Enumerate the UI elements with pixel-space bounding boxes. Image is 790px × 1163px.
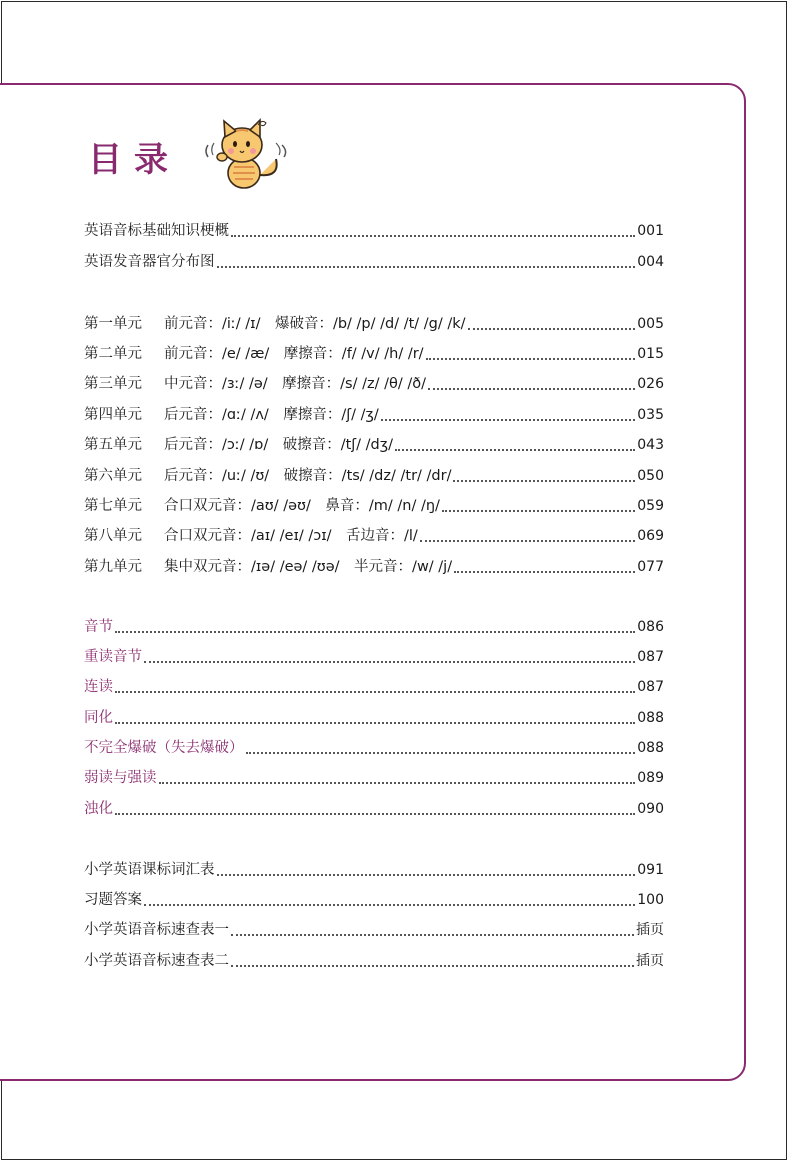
toc-entry-label: 合口双元音：/aʊ/ /əʊ/ 鼻音：/m/ /n/ /ŋ/: [164, 498, 440, 514]
toc-entry-page: 026: [637, 376, 664, 392]
dot-leader: [159, 781, 636, 784]
toc-entry-page: 001: [637, 223, 664, 239]
unit-number: 第七单元: [84, 498, 142, 514]
toc-entry-label: 弱读与强读: [84, 770, 157, 786]
toc-entry-page: 087: [637, 649, 664, 665]
toc-entry-label: 小学英语课标词汇表: [84, 862, 215, 878]
dot-leader: [395, 448, 635, 451]
toc-unit-entry[interactable]: [84, 312, 664, 336]
page-title: 目录: [88, 140, 180, 180]
toc-entry-page: 091: [637, 862, 664, 878]
unit-number: 第二单元: [84, 346, 142, 362]
toc-entry-label: 合口双元音：/aɪ/ /eɪ/ /ɔɪ/ 舌边音：/l/: [164, 528, 418, 544]
toc-entry-label: 小学英语音标速查表一: [84, 922, 229, 938]
toc-entry-page: 088: [637, 710, 664, 726]
toc-entry-label: 连读: [84, 679, 113, 695]
toc-entry-page: 043: [637, 437, 664, 453]
toc-entry[interactable]: [84, 918, 664, 942]
dot-leader: [426, 357, 636, 360]
toc-unit-entry[interactable]: [84, 524, 664, 548]
toc-entry[interactable]: [84, 736, 664, 760]
cat-mascot-icon: [200, 115, 295, 195]
dot-leader: [231, 964, 634, 967]
toc-entry[interactable]: [84, 858, 664, 882]
dot-leader: [115, 630, 635, 633]
toc-entry-label: 同化: [84, 710, 113, 726]
dot-leader: [453, 479, 635, 482]
toc-entry[interactable]: [84, 949, 664, 973]
toc-entry-label: 集中双元音：/ɪə/ /eə/ /ʊə/ 半元音：/w/ /j/: [164, 559, 453, 575]
unit-number: 第四单元: [84, 407, 142, 423]
toc-entry[interactable]: [84, 888, 664, 912]
toc-entry[interactable]: [84, 219, 664, 243]
toc-entry-page: 035: [637, 407, 664, 423]
toc-entry-page: 087: [637, 679, 664, 695]
dot-leader: [144, 660, 635, 663]
toc-unit-entry[interactable]: [84, 433, 664, 457]
dot-leader: [231, 933, 634, 936]
toc-entry-page: 015: [637, 346, 664, 362]
toc-entry-label: 中元音：/ɜː/ /ə/ 摩擦音：/s/ /z/ /θ/ /ð/: [164, 376, 426, 392]
dot-leader: [231, 234, 635, 237]
toc-entry-page: 069: [637, 528, 664, 544]
toc-entry-page: 059: [637, 498, 664, 514]
dot-leader: [217, 873, 636, 876]
toc-entry-page: 088: [637, 740, 664, 756]
toc-entry-label: 重读音节: [84, 649, 142, 665]
dot-leader: [115, 812, 635, 815]
unit-number: 第九单元: [84, 559, 142, 575]
toc-entry-page: 089: [637, 770, 664, 786]
toc-entry-label: 小学英语音标速查表二: [84, 953, 229, 969]
toc-entry[interactable]: [84, 706, 664, 730]
toc-entry-label: 前元音：/e/ /æ/ 摩擦音：/f/ /v/ /h/ /r/: [164, 346, 424, 362]
toc-entry-page: 090: [637, 801, 664, 817]
toc-unit-entry[interactable]: [84, 494, 664, 518]
dot-leader: [144, 903, 635, 906]
toc-unit-entry[interactable]: [84, 372, 664, 396]
toc-entry[interactable]: [84, 615, 664, 639]
toc-entry-label: 不完全爆破（失去爆破）: [84, 740, 244, 756]
unit-number: 第五单元: [84, 437, 142, 453]
toc-entry[interactable]: [84, 645, 664, 669]
toc-entry-label: 音节: [84, 619, 113, 635]
toc-entry-page: 插页: [636, 953, 664, 969]
toc-unit-entry[interactable]: [84, 403, 664, 427]
dot-leader: [428, 387, 635, 390]
dot-leader: [217, 265, 636, 268]
toc-unit-entry[interactable]: [84, 555, 664, 579]
unit-number: 第一单元: [84, 316, 142, 332]
toc-unit-entry[interactable]: [84, 464, 664, 488]
toc-entry-label: 前元音：/iː/ /ɪ/ 爆破音：/b/ /p/ /d/ /t/ /g/ /k/: [164, 316, 466, 332]
toc-entry-page: 077: [637, 559, 664, 575]
toc-entry-label: 习题答案: [84, 892, 142, 908]
unit-number: 第六单元: [84, 468, 142, 484]
toc-entry[interactable]: [84, 675, 664, 699]
dot-leader: [468, 327, 636, 330]
toc-entry[interactable]: [84, 250, 664, 274]
toc-entry-page: 086: [637, 619, 664, 635]
dot-leader: [115, 721, 635, 724]
toc-entry-page: 005: [637, 316, 664, 332]
toc-entry[interactable]: [84, 797, 664, 821]
unit-number: 第三单元: [84, 376, 142, 392]
unit-number: 第八单元: [84, 528, 142, 544]
toc-entry-label: 后元音：/ɔː/ /ɒ/ 破擦音：/tʃ/ /dʒ/: [164, 437, 393, 453]
toc-entry-page: 004: [637, 254, 664, 270]
toc-entry-label: 英语发音器官分布图: [84, 254, 215, 270]
toc-unit-entry[interactable]: [84, 342, 664, 366]
dot-leader: [454, 570, 635, 573]
toc-entry-label: 英语音标基础知识梗概: [84, 223, 229, 239]
dot-leader: [115, 690, 635, 693]
dot-leader: [246, 751, 636, 754]
toc-entry-label: 后元音：/ɑː/ /ʌ/ 摩擦音：/ʃ/ /ʒ/: [164, 407, 379, 423]
toc-entry-label: 浊化: [84, 801, 113, 817]
toc-entry-label: 后元音：/uː/ /ʊ/ 破擦音：/ts/ /dz/ /tr/ /dr/: [164, 468, 452, 484]
toc-entry-page: 100: [637, 892, 664, 908]
toc-entry-page: 插页: [636, 922, 664, 938]
dot-leader: [381, 418, 636, 421]
toc-entry[interactable]: [84, 766, 664, 790]
dot-leader: [442, 509, 635, 512]
dot-leader: [420, 539, 636, 542]
toc-entry-page: 050: [637, 468, 664, 484]
